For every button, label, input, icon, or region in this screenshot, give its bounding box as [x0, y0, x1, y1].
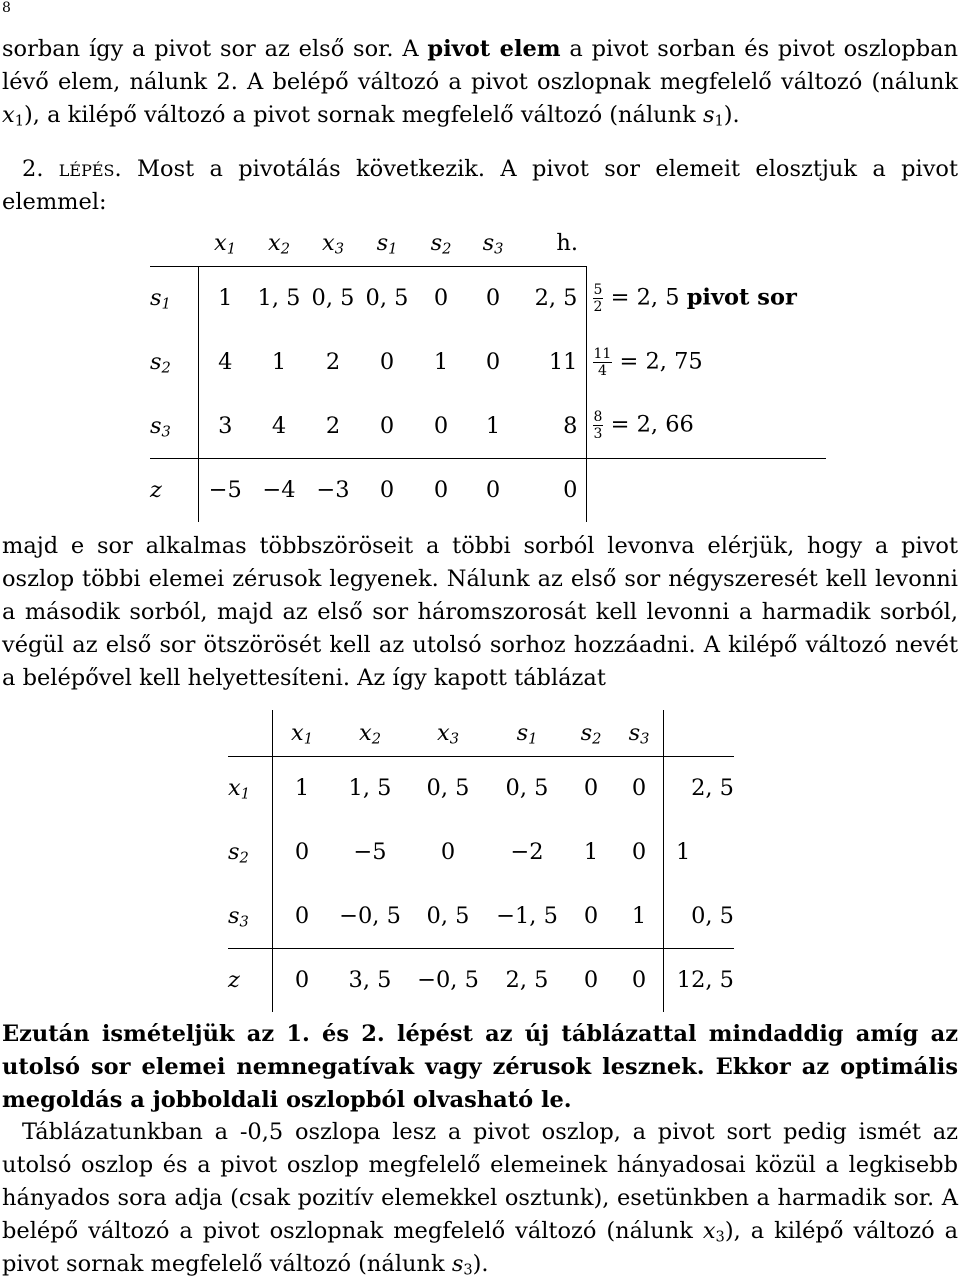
table-cell-rhs: 2, 5 [518, 266, 586, 330]
table-cell: 0, 5 [487, 756, 567, 820]
ratio-cell: $\frac{8}{3}$ = 2, 66 [593, 409, 694, 443]
column-header: $s_3$ [482, 229, 504, 258]
table-header-row [150, 220, 826, 266]
table-cell: −2 [510, 838, 544, 865]
column-header: $s_2$ [580, 719, 602, 748]
table-cell: 0, 5 [426, 902, 470, 929]
ratio-fraction: $\frac{11}{4}$ [593, 345, 612, 379]
table-cell: −5 [198, 458, 252, 522]
table-cell: 0 [567, 756, 615, 820]
paragraph-row-operations: majd e sor alkalmas többszöröseit a többi sorból levonva elérjük, hogy a pivot oszlop többi elemei zérusok legyenek. Nálunk az első sor négyszeresét kell levonni a második sorból, majd az első sor háromszorosát kell levonni a harmadik sorból, végül az első sor ötszörösét kell az utolsó sorhoz hozzáadni. A kilépő változó nevét a belépővel kell helyettesíteni. Az így kapott táblázat [2, 533, 958, 691]
table-cell: 2 [325, 412, 341, 439]
row-label: $s_2$ [150, 330, 198, 394]
table-row [228, 820, 734, 884]
table-cell: 4 [218, 348, 233, 375]
table-cell-rhs: 12, 5 [664, 948, 735, 1012]
table-cell: 0 [414, 266, 468, 330]
table-cell-rhs: 0 [518, 458, 586, 522]
column-header: $s_3$ [628, 719, 650, 748]
column-header: $s_2$ [430, 229, 452, 258]
page-number: 8 [2, 0, 11, 16]
table-cell-rhs: 8 [518, 394, 586, 458]
table-cell: 0 [485, 348, 501, 375]
table-cell: 0 [379, 412, 395, 439]
table-cell: 0 [294, 838, 310, 865]
column-header: $s_1$ [376, 229, 398, 258]
table-cell: 0 [615, 756, 664, 820]
simplex-table-pivot [150, 220, 826, 522]
table-row [228, 884, 734, 948]
paragraph-step-2: 2. lépés. Most a pivotálás következik. A pivot sor elemeit elosztjuk a pivot elemmel: [2, 156, 958, 215]
table-cell-rhs: 0, 5 [664, 884, 735, 948]
table-cell: 2 [325, 348, 341, 375]
column-header: $x_3$ [437, 719, 459, 748]
table-cell: 1, 5 [252, 266, 306, 330]
row-label: $s_1$ [150, 266, 198, 330]
table-cell: 1 [198, 266, 252, 330]
table-cell: −4 [252, 458, 306, 522]
table-row [150, 394, 826, 458]
table-row-objective [150, 458, 826, 522]
paragraph-repeat-rule: Ezután ismételjük az 1. és 2. lépést az új táblázattal mindaddig amíg az utolsó sor elemei nemnegatívak vagy zérusok lesznek. Ekkor az optimális megoldás a jobboldali oszlopból olvasható le. [2, 1021, 958, 1113]
table-cell: −1, 5 [496, 902, 558, 929]
table-cell: 1 [433, 348, 449, 375]
table-cell: −5 [353, 838, 387, 865]
table-cell-rhs: 2, 5 [664, 756, 735, 820]
table-cell: 0, 5 [409, 756, 487, 820]
row-label: $s_2$ [228, 820, 273, 884]
ratio-fraction: $\frac{8}{3}$ [593, 409, 603, 443]
table-cell: 0 [379, 348, 395, 375]
row-label: $x_1$ [228, 756, 273, 820]
table-cell: 0 [468, 266, 518, 330]
table-cell: 0 [440, 838, 456, 865]
table-cell-rhs: 1 [664, 820, 735, 884]
row-label: z [150, 458, 198, 522]
table-cell: 0 [433, 412, 449, 439]
table-cell: 0 [583, 902, 599, 929]
table-cell: 0, 5 [306, 266, 360, 330]
table-cell: 1, 5 [331, 756, 409, 820]
table-cell-rhs: 11 [518, 330, 586, 394]
column-header: $x_2$ [268, 229, 290, 258]
table-cell: 0 [468, 458, 518, 522]
table-row-objective [228, 948, 734, 1012]
column-header: $x_3$ [322, 229, 344, 258]
table-cell: 0 [294, 902, 310, 929]
simplex-table-result [228, 710, 734, 1012]
table-cell: 0, 5 [360, 266, 414, 330]
table-cell: 2, 5 [487, 948, 567, 1012]
row-label: $s_3$ [228, 884, 273, 948]
table-cell: 3 [218, 412, 233, 439]
pivot-row-tag: pivot sor [686, 284, 797, 310]
column-header: $s_1$ [516, 719, 538, 748]
table-cell: 1 [273, 756, 332, 820]
table-cell: −0, 5 [409, 948, 487, 1012]
row-label: $s_3$ [150, 394, 198, 458]
table-row [228, 756, 734, 820]
table-cell: 4 [271, 412, 287, 439]
table-cell: 1 [485, 412, 501, 439]
ratio-cell: $\frac{11}{4}$ = 2, 75 [593, 345, 703, 379]
table-cell: 0 [631, 838, 647, 865]
table-cell: 1 [583, 838, 599, 865]
ratio-fraction: $\frac{5}{2}$ [593, 281, 603, 315]
table-cell: 0 [414, 458, 468, 522]
column-header: $x_2$ [359, 719, 381, 748]
table-cell: 0 [273, 948, 332, 1012]
paragraph-pivot-element: sorban így a pivot sor az első sor. A pivot elem a pivot sorban és pivot oszlopban lévő elem, nálunk 2. A belépő változó a pivot oszlopnak megfelelő változó (nálunk $x_1$), a kilépő változó a pivot sornak megfelelő változó (nálunk $s_1$). [2, 36, 958, 130]
row-label: z [228, 948, 273, 1012]
table-row [150, 330, 826, 394]
table-cell: 0 [615, 948, 664, 1012]
paragraph-next-pivot: Táblázatunkban a -0,5 oszlopa lesz a pivot oszlop, a pivot sort pedig ismét az utolsó oszlop és a pivot oszlop megfelelő elemeinek hányadosai közül a legkisebb hányados sora adja (csak pozitív elemekkel osztunk), esetünkben a harmadik sor. A belépő változó a pivot oszlopnak megfelelő változó (nálunk $x_3$), a kilépő változó a pivot sornak megfelelő változó (nálunk $s_3$). [2, 1119, 959, 1279]
table-cell: 3, 5 [331, 948, 409, 1012]
column-header: $x_1$ [291, 719, 313, 748]
table-cell: 1 [631, 902, 647, 929]
table-cell: 0 [567, 948, 615, 1012]
table-header-row [228, 710, 734, 756]
h-column-header: h. [556, 229, 578, 256]
table-cell: 1 [271, 348, 287, 375]
table-cell: −0, 5 [339, 902, 401, 929]
table-row [150, 266, 826, 330]
ratio-cell: $\frac{5}{2}$ = 2, 5 pivot sor [593, 281, 797, 315]
column-header: $x_1$ [214, 229, 236, 258]
table-cell: −3 [306, 458, 360, 522]
table-cell: 0 [360, 458, 414, 522]
